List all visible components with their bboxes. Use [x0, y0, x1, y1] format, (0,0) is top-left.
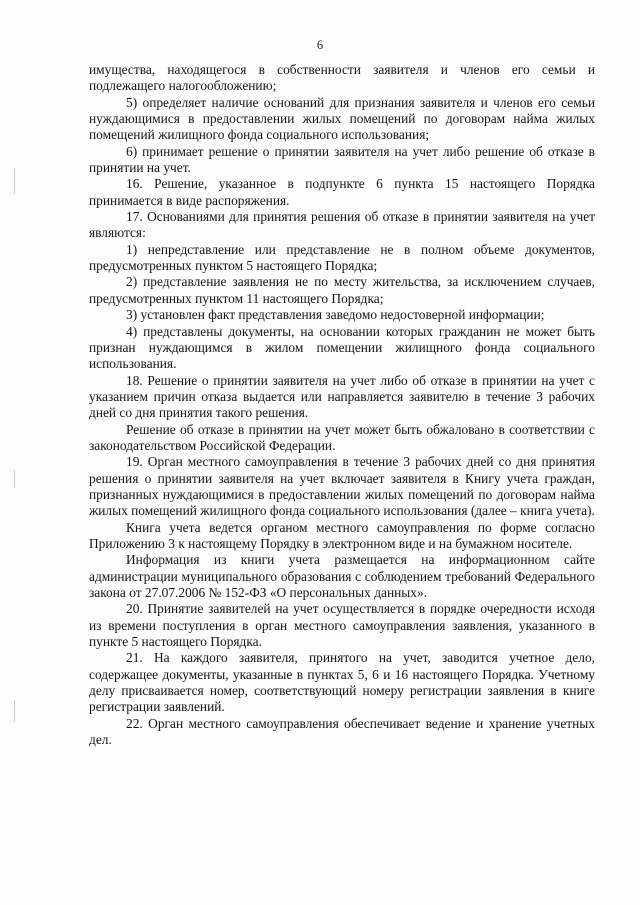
- paragraph: 17. Основаниями для принятия решения об отказе в принятии заявителя на учет являются:: [89, 209, 595, 241]
- paragraph: имущества, находящегося в собственности заявителя и членов его семьи и подлежащего налогообложению;: [89, 62, 595, 94]
- scan-artifact-line: [14, 700, 15, 722]
- paragraph: 18. Решение о принятии заявителя на учет либо об отказе в принятии на учет с указанием причин отказа выдается или направляется заявителю в течение 3 рабочих дней со дня принятия такого решения.: [89, 372, 595, 421]
- paragraph: 6) принимает решение о принятии заявителя на учет либо решение об отказе в принятии на учет.: [89, 143, 595, 176]
- paragraph: 21. На каждого заявителя, принятого на учет, заводится учетное дело, содержащее документы, указанные в пунктах 5, 6 и 16 настоящего Порядка. Учетному делу присваивается номер, соответствующий номеру регистрации заявления в книге регистрации заявлений.: [89, 650, 595, 715]
- paragraph: 16. Решение, указанное в подпункте 6 пункта 15 настоящего Порядка принимается в виде распоряжения.: [89, 176, 595, 208]
- paragraph: 4) представлены документы, на основании которых гражданин не может быть признан нуждающимся в жилом помещении жилищного фонда социального использования.: [89, 323, 595, 372]
- paragraph: 20. Принятие заявителей на учет осуществляется в порядке очередности исходя из времени поступления в орган местного самоуправления заявления, указанного в пункте 5 настоящего Порядка.: [89, 601, 595, 650]
- paragraph: 1) непредставление или представление не в полном объеме документов, предусмотренных пунктом 5 настоящего Порядка;: [89, 241, 595, 274]
- paragraph: 22. Орган местного самоуправления обеспечивает ведение и хранение учетных дел.: [89, 715, 595, 748]
- paragraph: 3) установлен факт представления заведомо недостоверной информации;: [126, 307, 545, 323]
- scan-artifact-line: [14, 168, 15, 194]
- document-body: [89, 62, 595, 748]
- paragraph: Решение об отказе в принятии на учет может быть обжаловано в соответствии с законодательством Российской Федерации.: [89, 421, 595, 453]
- paragraph: 5) определяет наличие оснований для признания заявителя и членов его семьи нуждающимися в предоставлении жилых помещений по договорам найма жилых помещений жилищного фонда социального использования;: [89, 94, 595, 143]
- paragraph: Книга учета ведется органом местного самоуправления по форме согласно Приложению 3 к настоящему Порядку в электронном виде и на бумажном носителе.: [89, 519, 595, 551]
- scan-artifact-line: [14, 470, 15, 488]
- page-number: 6: [316, 38, 324, 52]
- paragraph: 19. Орган местного самоуправления в течение 3 рабочих дней со дня принятия решения о принятии заявителя на учет включает заявителя в Книгу учета граждан, признанных нуждающимися в предоставлении жилых помещений по договорам найма жилых помещений жилищного фонда социального использования (далее – книга учета).: [89, 454, 595, 519]
- paragraph: 2) представление заявления не по месту жительства, за исключением случаев, предусмотренных пунктом 11 настоящего Порядка;: [89, 274, 595, 306]
- paragraph: Информация из книги учета размещается на информационном сайте администрации муниципального образования с соблюдением требований Федерального закона от 27.07.2006 № 152-ФЗ «О персональных данных».: [89, 552, 595, 600]
